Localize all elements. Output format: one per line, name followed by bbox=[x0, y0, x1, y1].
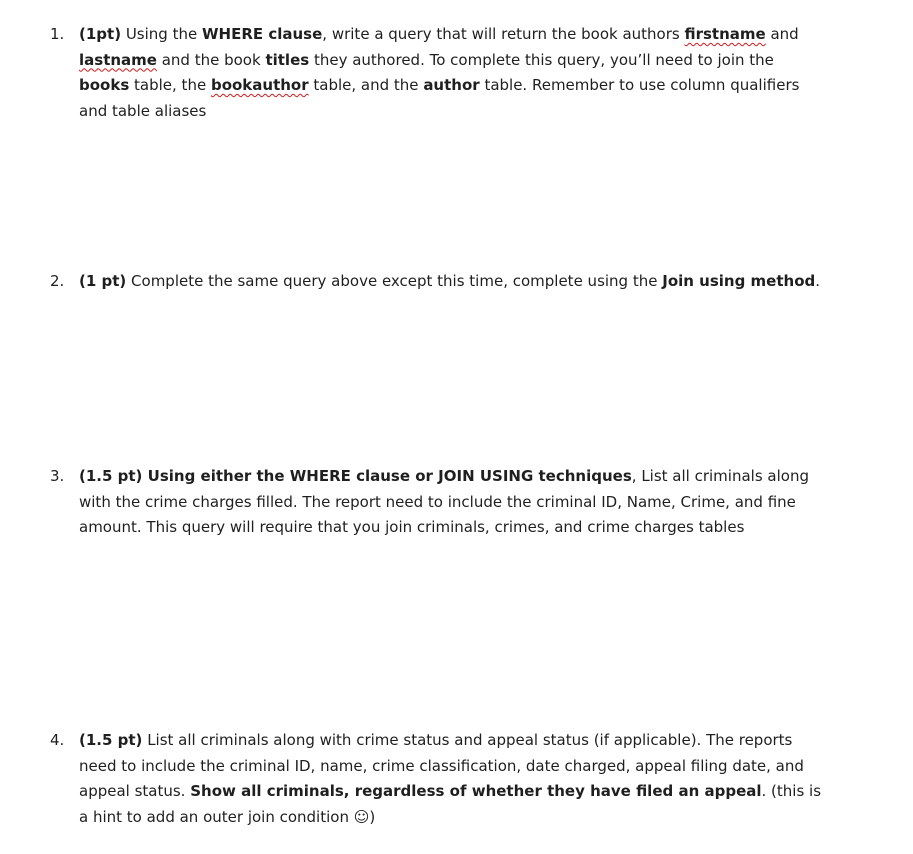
text-segment: table, and the bbox=[308, 76, 424, 95]
question-number: 4. bbox=[50, 731, 65, 749]
text-segment: List all criminals along with crime status and appeal status (if applicable). The reports need to include the criminal ID, name, crime classification, date charged, appeal filing date, and appeal status. bbox=[79, 731, 804, 801]
spellcheck-term: firstname bbox=[684, 25, 766, 43]
bold-term: Show all criminals, regardless of whether they have filed an appeal bbox=[190, 782, 762, 801]
text-segment: . bbox=[815, 272, 821, 290]
text-segment: table, the bbox=[129, 76, 211, 95]
text-segment: Using the bbox=[121, 25, 202, 43]
question-text bbox=[79, 464, 824, 541]
text-segment: and the book bbox=[156, 50, 266, 69]
spellcheck-term: lastname bbox=[79, 50, 157, 69]
text-segment: , write a query that will return the book authors bbox=[322, 25, 685, 43]
bold-term: books bbox=[79, 76, 130, 95]
text-segment: table. Remember to use column qualifiers and table aliases bbox=[79, 76, 800, 120]
question-text bbox=[79, 269, 824, 295]
bold-term: WHERE clause bbox=[201, 25, 323, 43]
text-segment: , List all criminals along with the crime charges filled. The report need to include the criminal ID, Name, Crime, and fine amount. This query will require that you join criminals, crimes, and crime charges tables bbox=[79, 467, 809, 537]
bold-term: Join using method bbox=[662, 272, 816, 290]
point-value: (1 pt) bbox=[79, 272, 127, 290]
text-segment: and bbox=[765, 25, 799, 43]
question-number: 1. bbox=[50, 25, 65, 43]
question-number: 2. bbox=[50, 272, 65, 290]
spellcheck-term: bookauthor bbox=[210, 76, 309, 95]
question-number: 3. bbox=[50, 467, 65, 485]
question-text bbox=[79, 728, 824, 830]
point-value: (1.5 pt) Using either the WHERE clause or JOIN USING techniques bbox=[79, 467, 632, 485]
text-segment: . (this is a hint to add an outer join condition ☺) bbox=[79, 782, 822, 826]
bold-term: author bbox=[423, 76, 480, 95]
text-segment: they authored. To complete this query, you’ll need to join the bbox=[309, 50, 774, 69]
text-segment: Complete the same query above except this time, complete using the bbox=[126, 272, 663, 290]
point-value: (1pt) bbox=[79, 25, 122, 43]
bold-term: titles bbox=[265, 50, 310, 69]
question-text bbox=[79, 22, 824, 124]
point-value: (1.5 pt) bbox=[79, 731, 143, 749]
